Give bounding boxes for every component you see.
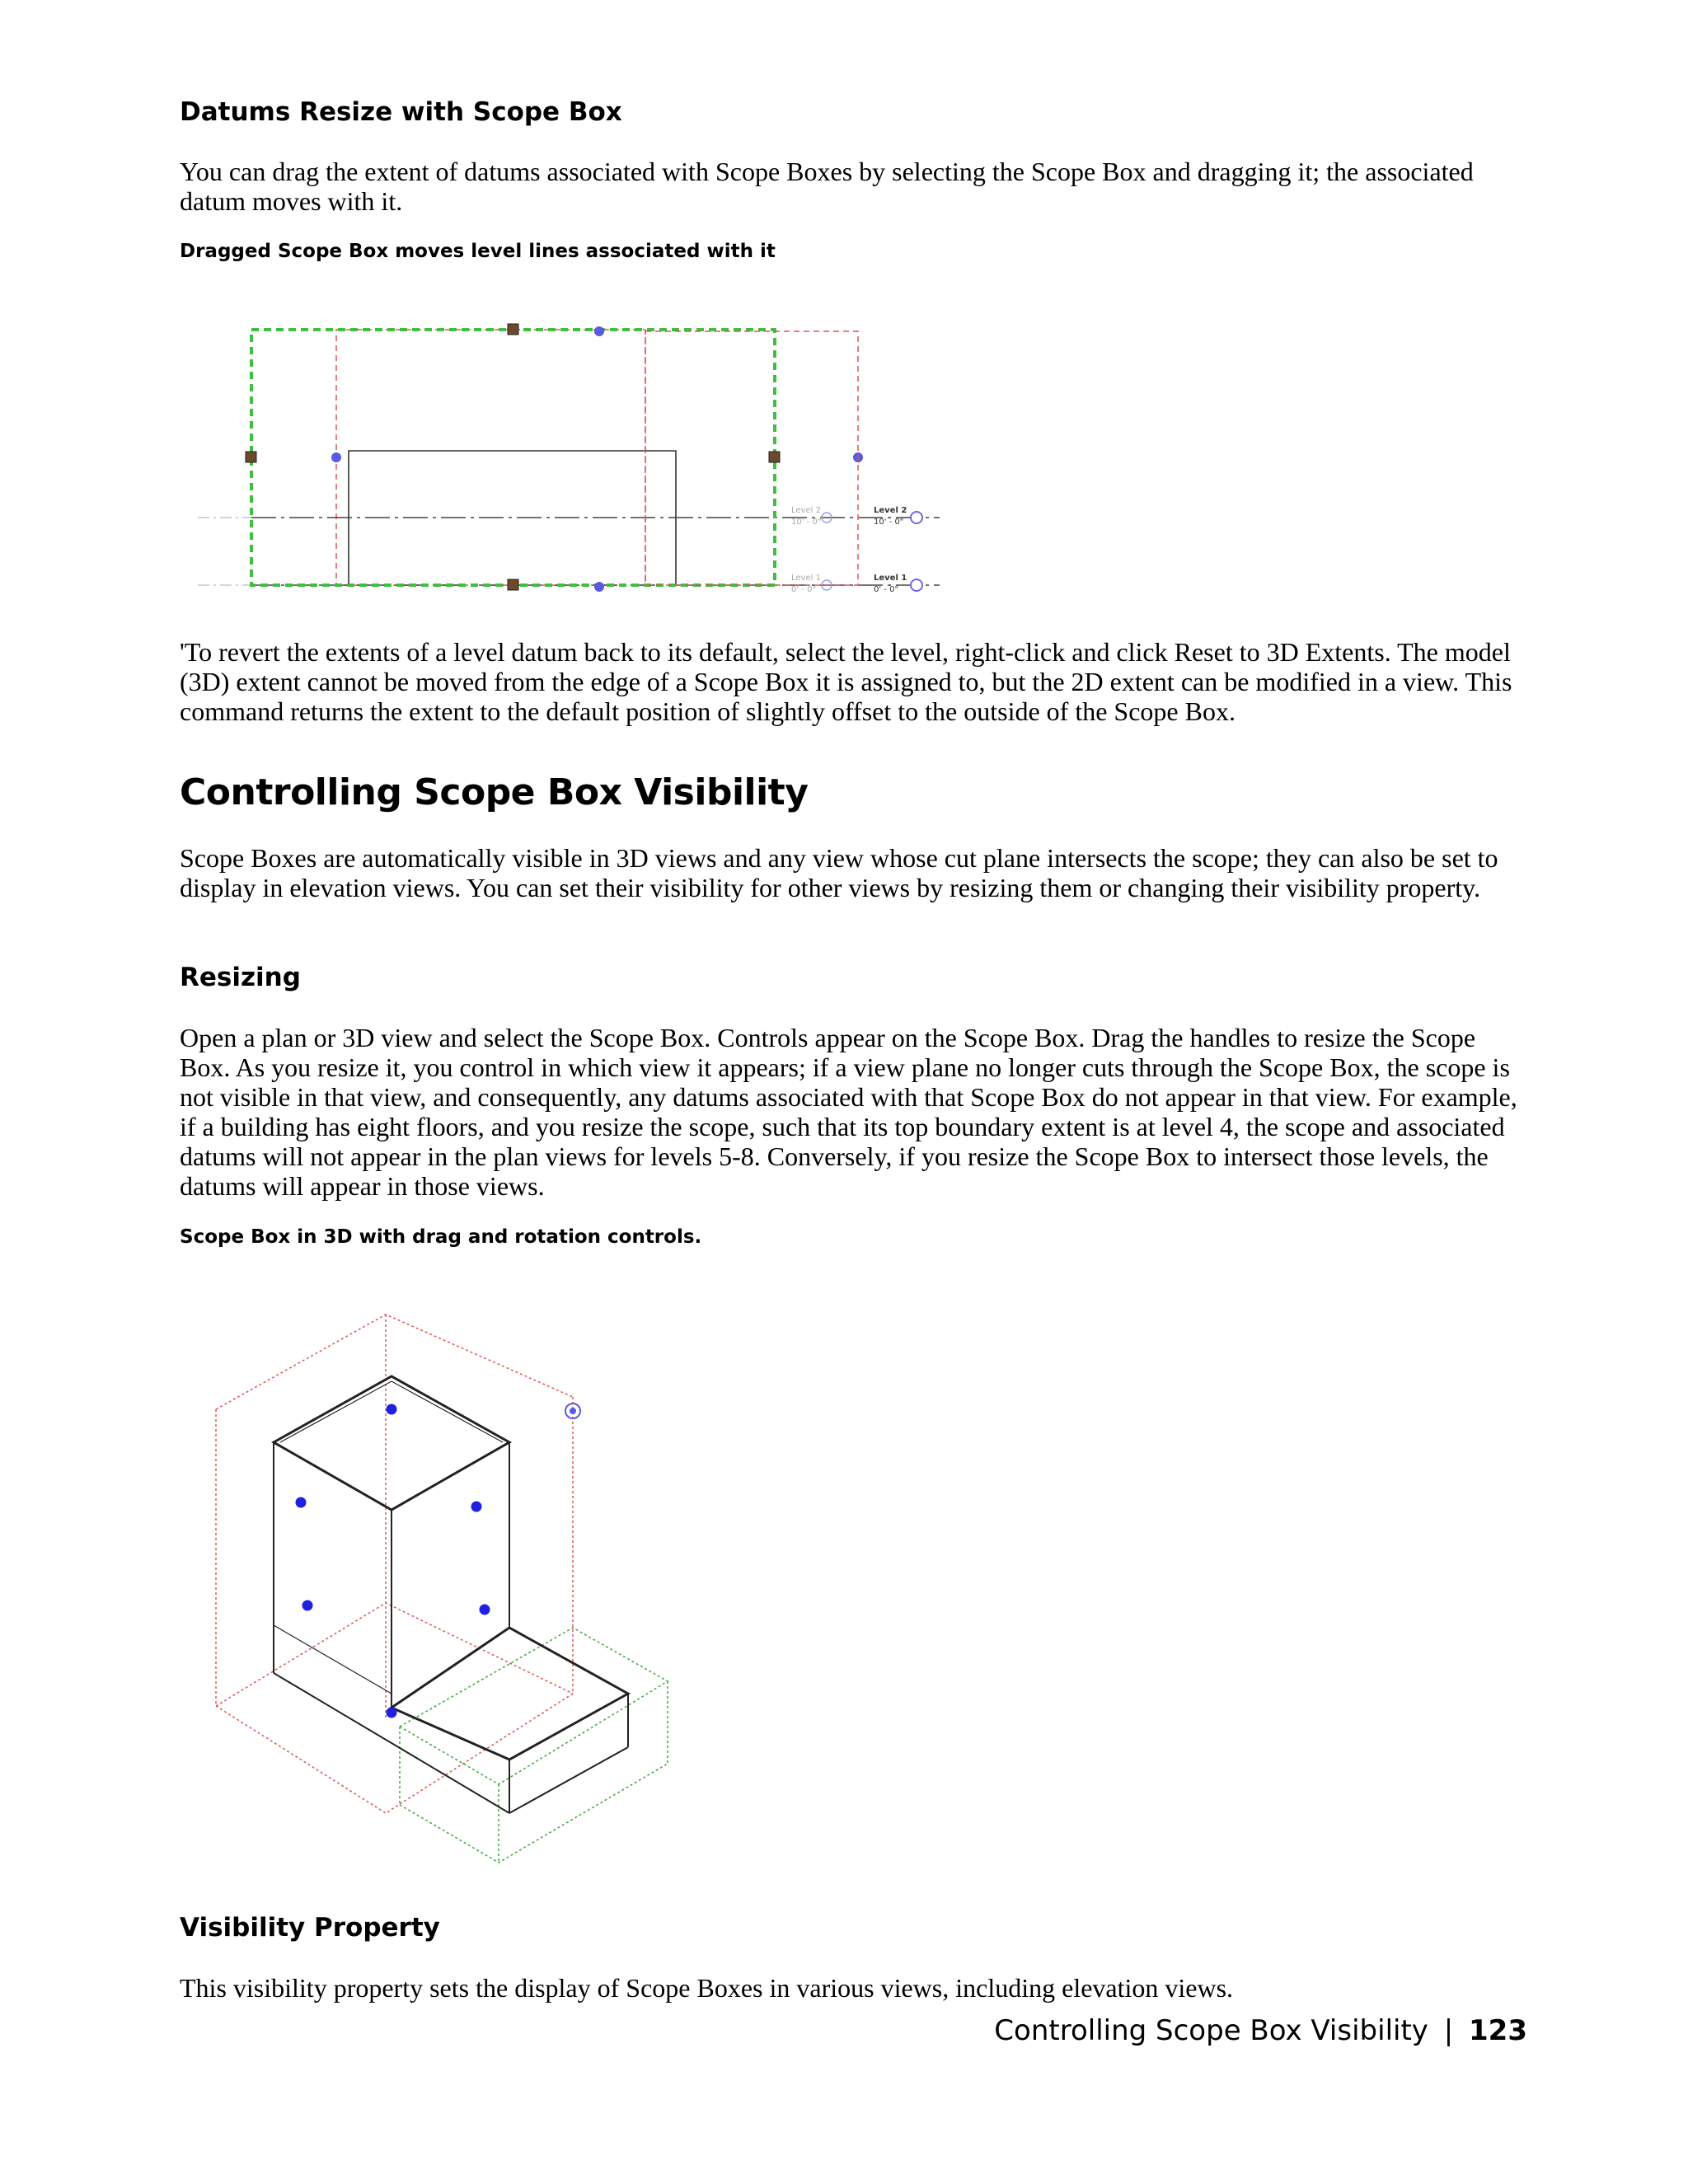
section-heading-controlling-visibility: Controlling Scope Box Visibility: [180, 771, 809, 813]
footer-title: Controlling Scope Box Visibility: [994, 2014, 1428, 2047]
paragraph-visibility-intro: Scope Boxes are automatically visible in 3D views and any view whose cut plane intersects the scope; they can also be set to display in elevation views. You can set their visibility for other views by resizing them or changing their visibility property.: [180, 843, 1498, 902]
drag-handles: [296, 1404, 490, 1718]
level-2-label: Level 2: [874, 506, 907, 515]
level-2-elev-old: 10' - 0": [791, 518, 822, 527]
section-heading-datums-resize: Datums Resize with Scope Box: [180, 97, 622, 127]
original-scope-box-right-extent: [645, 331, 858, 585]
figure-level-lines: [190, 317, 948, 602]
original-scope-box-outline: [336, 330, 645, 585]
paragraph-resizing: Open a plan or 3D view and select the Scope Box. Controls appear on the Scope Box. Drag the handles to resize the Scope Box. As you resize it, you control in which view it appears; if a view plane no longer cuts through the Scope Box, the scope is not visible in that view, and consequently, any datums associated with that Scope Box do not appear in that view. For example, if a building has eight floors, and you resize the scope, such that its top boundary extent is at level 4, the scope and associated datums will not appear in the plan views for levels 5-8. Conversely, if you resize the Scope Box to intersect those levels, the datums will appear in those views.: [180, 1023, 1517, 1201]
level-2-label-old: Level 2: [791, 506, 821, 515]
figure-caption-dragged-scope-box: Dragged Scope Box moves level lines associated with it: [180, 241, 776, 262]
level-2-elev: 10' - 0": [874, 518, 904, 527]
drag-handle-left-lower-icon: [302, 1601, 313, 1611]
figure-scope-box-3d: [198, 1302, 692, 1879]
datum-dot-top: [594, 326, 604, 336]
selected-scope-box: [251, 330, 775, 585]
figure-caption-scope-box-3d: Scope Box in 3D with drag and rotation controls.: [180, 1226, 702, 1248]
drag-handle-left-upper-icon: [296, 1497, 307, 1508]
drag-handle-bottom: [508, 579, 518, 590]
datum-dot-bottom: [594, 582, 604, 592]
level-2-head-icon: [911, 512, 922, 523]
page-footer: [994, 2014, 1527, 2047]
drag-handle-bottom-icon: [387, 1708, 397, 1718]
subheading-resizing: Resizing: [180, 963, 301, 992]
page-number: 123: [1469, 2014, 1527, 2047]
paragraph-revert-extents: 'To revert the extents of a level datum back to its default, select the level, right-click and click Reset to 3D Extents. The model (3D) extent cannot be moved from the edge of a Scope Box it is assigned to, but the 2D extent can be modified in a view. This command returns the extent to the default position of slightly offset to the outside of the Scope Box.: [180, 637, 1512, 726]
scope-box-red-wireframe: [216, 1315, 573, 1813]
drag-handle-right-upper-icon: [471, 1502, 482, 1512]
paragraph-visibility-property: This visibility property sets the display of Scope Boxes in various views, including elevation views.: [180, 1973, 1234, 2003]
level-1-elev-old: 0' - 0": [791, 585, 817, 594]
footer-separator: |: [1443, 2014, 1454, 2047]
paragraph-drag-extent: You can drag the extent of datums associated with Scope Boxes by selecting the Scope Box and dragging it; the associated datum moves with it.: [180, 157, 1474, 216]
building-solid: [274, 1376, 628, 1813]
drag-handle-right-lower-icon: [480, 1605, 490, 1615]
level-1-label: Level 1: [874, 574, 907, 583]
subheading-visibility-property: Visibility Property: [180, 1913, 440, 1943]
drag-handle-top-icon: [387, 1404, 397, 1415]
datum-dot-left: [331, 452, 341, 462]
level-1-label-old: Level 1: [791, 574, 821, 583]
rotation-control-icon: [565, 1404, 580, 1418]
drag-handle-right: [769, 452, 780, 462]
level-1-elev: 0' - 0": [874, 585, 899, 594]
drag-handle-left: [246, 452, 256, 462]
level-1-head-icon: [911, 579, 922, 591]
drag-handle-top: [508, 324, 518, 335]
